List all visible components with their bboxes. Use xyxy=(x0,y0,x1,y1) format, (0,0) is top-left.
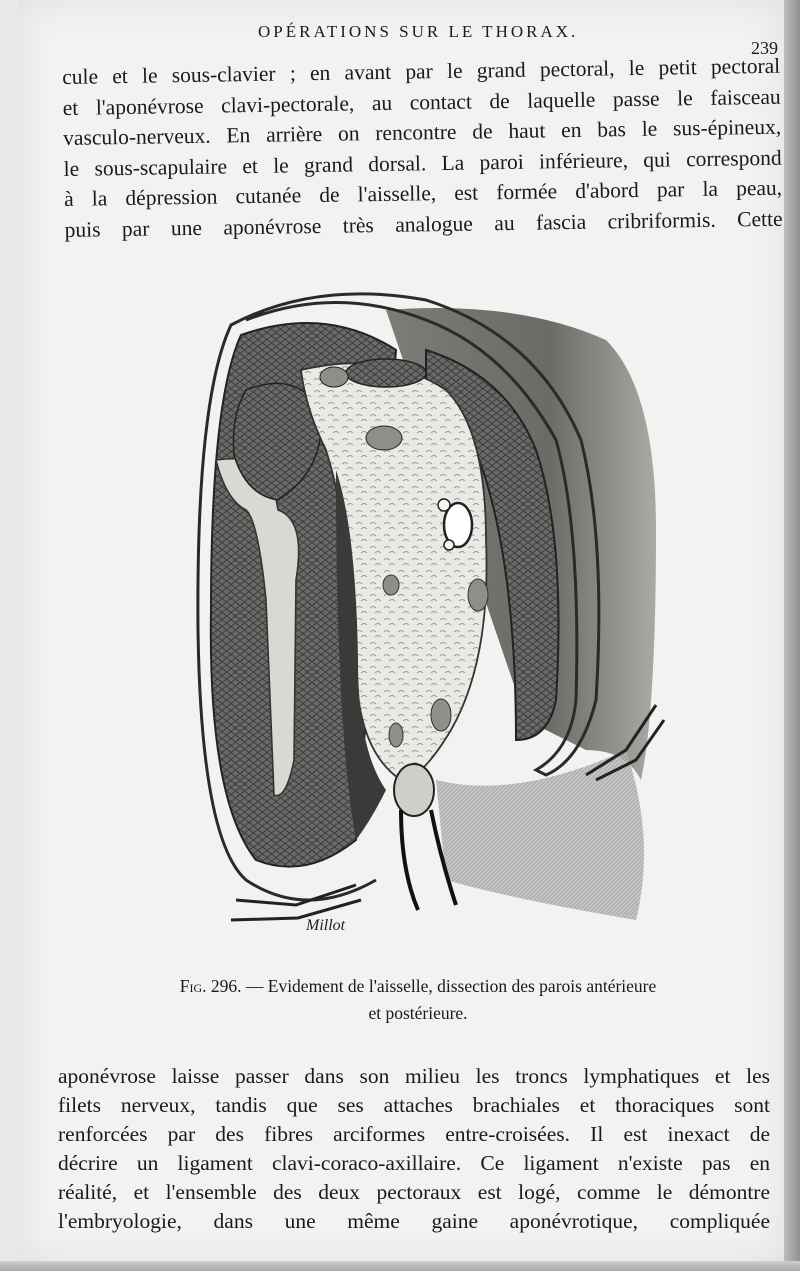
text-line: réalité, et l'ensemble des deux pectoraux est logé, comme le démontre xyxy=(58,1180,770,1204)
text-line: cule et le sous-clavier ; en avant par le grand pectoral, le petit pectoral xyxy=(62,53,781,89)
text-line: vasculo-nerveux. En arrière on rencontre de haut en bas le sus-épineux, xyxy=(63,114,782,150)
text-line: renforcées par des fibres arciformes entre-croisées. Il est inexact de xyxy=(58,1122,770,1146)
page-bottom-edge xyxy=(0,1261,800,1271)
artist-signature: Millot xyxy=(306,917,346,934)
caption-text-continued: et postérieure. xyxy=(368,1003,468,1023)
text-line: aponévrose laisse passer dans son milieu les troncs lymphatiques et les xyxy=(58,1064,770,1088)
caption-text: — Evidement de l'aisselle, dissection des parois antérieure xyxy=(245,976,657,996)
running-title: OPÉRATIONS SUR LE THORAX. xyxy=(258,22,579,41)
text-line: à la dépression cutanée de l'aisselle, est formée d'abord par la peau, xyxy=(63,175,783,211)
text-line: l'embryologie, dans une même gaine aponévrotique, compliquée xyxy=(58,1209,770,1233)
text-line: et l'aponévrose clavi-pectorale, au contact de laquelle passe le faisceau xyxy=(62,84,781,120)
figure-label: Fig. 296. xyxy=(179,976,242,996)
page-edge-shadow xyxy=(784,0,800,1271)
paragraph-bottom xyxy=(58,1062,770,1236)
page-number: 239 xyxy=(751,38,778,58)
text-line: puis par une aponévrose très analogue au fascia cribriformis. Cette xyxy=(64,206,783,242)
text-line: filets nerveux, tandis que ses attaches brachiales et thoraciques sont xyxy=(58,1093,770,1117)
text-line: le sous-scapulaire et le grand dorsal. La paroi inférieure, qui correspond xyxy=(63,145,782,181)
lymph-node xyxy=(394,764,434,816)
figure-caption xyxy=(138,973,698,1027)
text-line: décrire un ligament clavi-coraco-axillaire. Ce ligament n'existe pas en xyxy=(58,1151,770,1175)
paragraph-top xyxy=(62,51,783,245)
anatomical-illustration xyxy=(186,280,666,950)
book-page xyxy=(18,0,784,1263)
